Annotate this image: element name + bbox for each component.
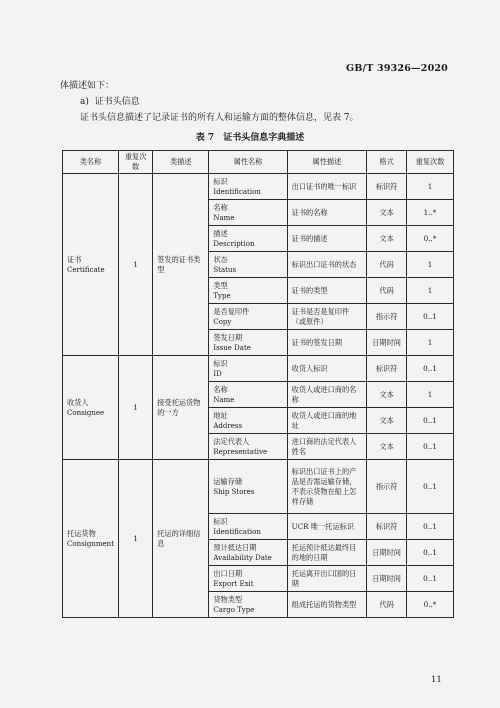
attribute-repeat-cell: 0..* [407,592,454,618]
attribute-name-cn: 标识 [213,516,228,526]
intro-text [60,78,359,126]
attribute-repeat-cell: 1..* [407,200,454,226]
col-header: 重复次数 [407,151,454,174]
attribute-repeat-cell: 0..1 [407,566,454,592]
attribute-repeat-cell: 0..1 [407,408,454,434]
format-cell: 日期时间 [367,566,407,592]
standard-number: GB/T 39326—2020 [346,63,448,74]
class-name-cn: 托运货物 [67,528,96,538]
attribute-description-cell: UCR 唯一托运标识 [287,514,367,540]
class-repeat-cell: 1 [119,460,153,618]
col-header: 格式 [367,151,407,174]
format-cell: 文本 [367,382,407,408]
attribute-name-cell [209,460,287,514]
attribute-description-cell: 证书的签发日期 [287,330,367,356]
attribute-description-cell: 出口证书的唯一标识 [287,174,367,200]
attribute-repeat-cell: 0..* [407,226,454,252]
attribute-name-en: Issue Date [213,343,251,352]
attribute-name-en: Address [213,421,243,430]
attribute-name-cell [209,304,287,330]
class-description-cell: 签发的证书类型 [153,174,209,356]
format-cell: 标识符 [367,356,407,382]
attribute-name-en: Identification [213,187,261,196]
attribute-name-en: Status [213,265,237,274]
table-header-row [63,151,454,174]
col-header: 重复次数 [119,151,153,174]
attribute-repeat-cell: 0..1 [407,514,454,540]
attribute-name-cell [209,382,287,408]
dictionary-table [62,150,454,618]
class-name-cn: 收货人 [67,397,89,407]
attribute-name-en: Copy [213,317,232,326]
attribute-name-cn: 地址 [213,410,228,420]
format-cell: 指示符 [367,460,407,514]
table-row [63,356,454,382]
attribute-name-en: Ship Stores [213,487,255,496]
attribute-name-en: Export Exit [213,579,254,588]
attribute-name-cn: 状态 [213,254,228,264]
format-cell: 代码 [367,252,407,278]
attribute-name-cn: 预计抵达日期 [213,542,257,552]
intro-line: 体描述如下： [60,81,115,91]
format-cell: 代码 [367,278,407,304]
table-body [63,174,454,618]
attribute-name-cn: 标识 [213,358,228,368]
attribute-description-cell: 标识出口证书的状态 [287,252,367,278]
format-cell: 代码 [367,592,407,618]
attribute-description-cell: 标识出口证书上的产品是否需运输存储，不表示货物在船上怎样存储 [287,460,367,514]
attribute-description-cell: 证书的名称 [287,200,367,226]
attribute-description-cell: 证书的描述 [287,226,367,252]
col-header: 类名称 [63,151,119,174]
class-name-cell [63,356,119,460]
attribute-name-cn: 运输存储 [213,476,243,486]
attribute-name-en: Representative [213,447,268,456]
attribute-description-cell: 证书的类型 [287,278,367,304]
attribute-name-en: Name [213,395,235,404]
class-description-cell: 接受托运货物的一方 [153,356,209,460]
attribute-name-cell [209,252,287,278]
attribute-name-cn: 法定代表人 [213,436,250,446]
attribute-name-cn: 名称 [213,384,228,394]
attribute-name-cn: 货物类型 [213,594,243,604]
format-cell: 文本 [367,226,407,252]
attribute-name-cell [209,226,287,252]
attribute-repeat-cell: 1 [407,278,454,304]
format-cell: 日期时间 [367,540,407,566]
attribute-name-cell [209,540,287,566]
attribute-description-cell: 组成托运的货物类型 [287,592,367,618]
attribute-name-cn: 类型 [213,280,228,290]
attribute-name-cell [209,356,287,382]
attribute-repeat-cell: 0..1 [407,460,454,514]
item-label: a) [80,97,89,107]
attribute-name-cn: 标识 [213,176,228,186]
page-number: 11 [431,675,442,685]
class-name-en: Consignment [67,539,115,548]
attribute-repeat-cell: 0..1 [407,540,454,566]
attribute-description-cell: 收货人标识 [287,356,367,382]
format-cell: 指示符 [367,304,407,330]
class-repeat-cell: 1 [119,356,153,460]
attribute-name-en: Name [213,213,235,222]
format-cell: 文本 [367,434,407,460]
col-header: 属性描述 [287,151,367,174]
attribute-description-cell: 收货人或进口商的名称 [287,382,367,408]
section-item [60,94,359,110]
format-cell: 标识符 [367,514,407,540]
format-cell: 文本 [367,200,407,226]
attribute-repeat-cell: 1 [407,252,454,278]
attribute-name-en: Cargo Type [213,605,255,614]
attribute-repeat-cell: 0..1 [407,434,454,460]
attribute-name-en: Identification [213,527,261,536]
format-cell: 标识符 [367,174,407,200]
attribute-repeat-cell: 1 [407,382,454,408]
section-description: 证书头信息描述了记录证书的所有人和运输方面的整体信息，见表 7。 [80,113,359,123]
attribute-name-cell [209,592,287,618]
attribute-name-cn: 名称 [213,202,228,212]
format-cell: 日期时间 [367,330,407,356]
attribute-name-cn: 描述 [213,228,228,238]
class-description-cell: 托运的详细信息 [153,460,209,618]
attribute-name-cn: 出口日期 [213,568,243,578]
class-name-en: Certificate [67,265,105,274]
class-name-cn: 证书 [67,254,82,264]
attribute-name-en: Availability Date [213,553,272,562]
attribute-name-cell [209,434,287,460]
attribute-name-cn: 是否复印件 [213,306,250,316]
class-repeat-cell: 1 [119,174,153,356]
attribute-description-cell: 托运离开出口国的日期 [287,566,367,592]
attribute-repeat-cell: 0..1 [407,356,454,382]
attribute-name-cell [209,566,287,592]
class-name-cell [63,174,119,356]
attribute-description-cell: 进口商的法定代表人姓名 [287,434,367,460]
table-row [63,460,454,514]
class-name-cell [63,460,119,618]
attribute-name-en: Type [213,291,231,300]
attribute-description-cell: 托运预计抵达最终目的地的日期 [287,540,367,566]
class-name-en: Consignee [67,408,105,417]
item-title: 证书头信息 [94,97,140,107]
format-cell: 文本 [367,408,407,434]
attribute-name-cell [209,200,287,226]
attribute-description-cell: 收货人或进口商的地址 [287,408,367,434]
table-title: 表 7 证书头信息字典描述 [195,133,305,143]
col-header: 类描述 [153,151,209,174]
attribute-repeat-cell: 1 [407,174,454,200]
attribute-name-cell [209,278,287,304]
attribute-name-cell [209,408,287,434]
attribute-name-en: ID [213,369,222,378]
attribute-name-cell [209,330,287,356]
attribute-name-en: Description [213,239,255,248]
attribute-repeat-cell: 1 [407,330,454,356]
col-header: 属性名称 [209,151,287,174]
attribute-name-cn: 签发日期 [213,332,243,342]
table-row [63,174,454,200]
attribute-name-cell [209,514,287,540]
attribute-description-cell: 证书是否是复印件（或原件） [287,304,367,330]
attribute-name-cell [209,174,287,200]
attribute-repeat-cell: 0..1 [407,304,454,330]
